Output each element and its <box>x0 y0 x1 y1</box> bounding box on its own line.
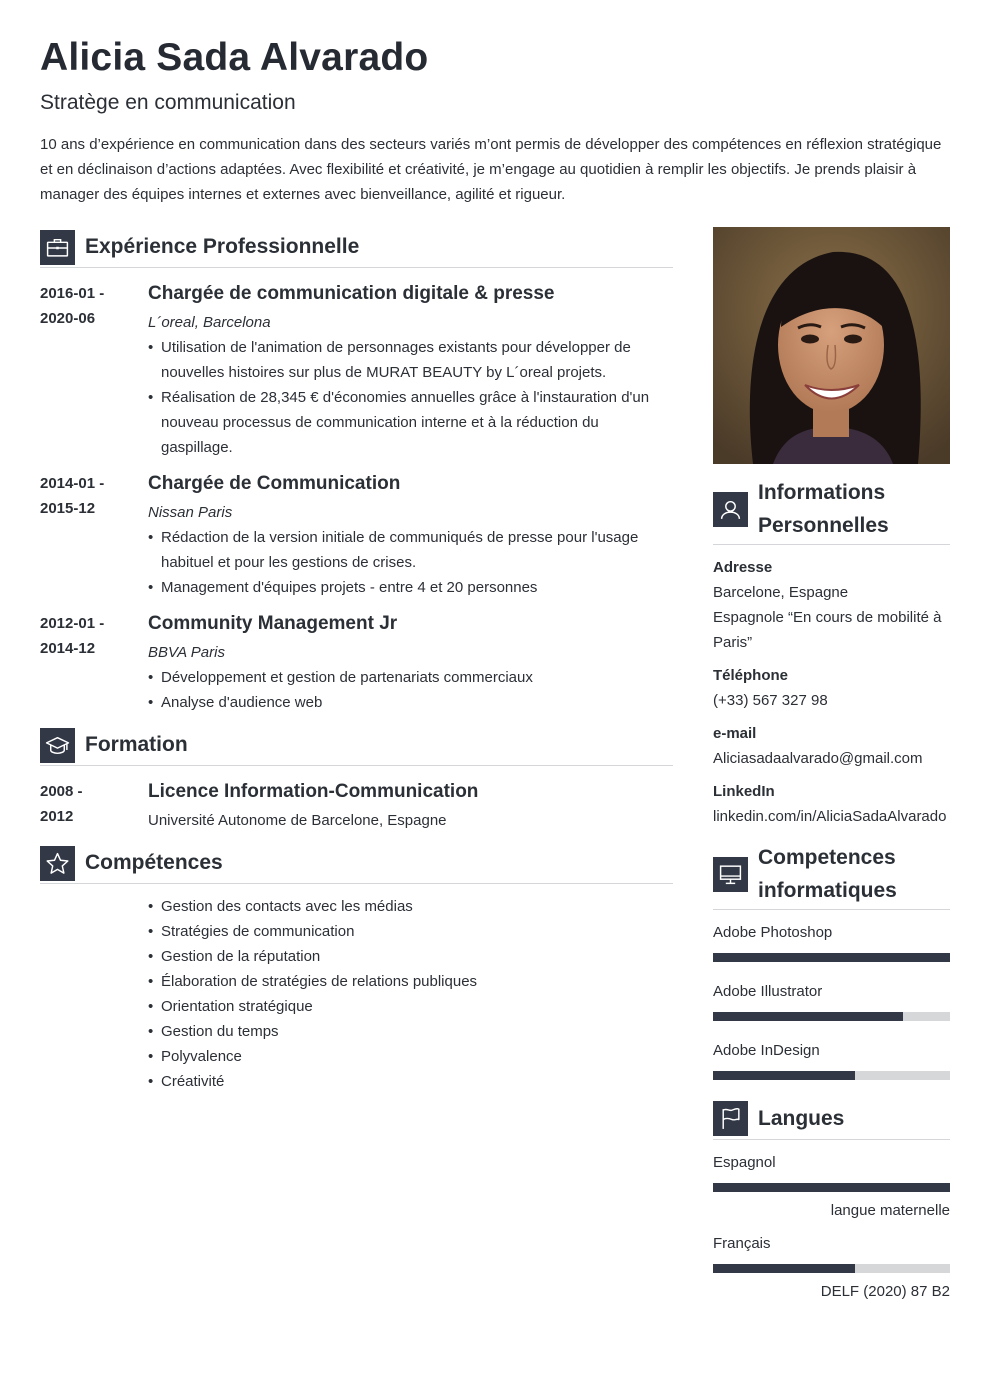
it-skill-bar-fill <box>713 1071 855 1080</box>
skills-section-header <box>40 843 673 884</box>
experience-date: 2012-01 - 2014-12 <box>40 615 105 657</box>
experience-date: 2016-01 - 2020-06 <box>40 285 105 327</box>
job-company: L´oreal, Barcelona <box>148 314 271 331</box>
experience-section-header <box>40 227 673 268</box>
linkedin-label: LinkedIn <box>713 783 775 800</box>
skill-item: • Polyvalence <box>148 1044 668 1069</box>
it-skill-name: Adobe Photoshop <box>713 924 833 941</box>
it-skill-name: Adobe InDesign <box>713 1042 820 1059</box>
education-title: Formation <box>85 733 188 756</box>
it-skill-bar <box>713 1071 950 1080</box>
degree-title: Licence Information-Communication <box>148 781 479 802</box>
job-bullet: • Management d'équipes projets - entre 4 et 20 personnes <box>148 575 668 600</box>
it-skill-bar-fill <box>713 953 950 962</box>
job-role: Chargée de Communication <box>148 473 401 494</box>
language-name: Espagnol <box>713 1154 776 1171</box>
job-role: Chargée de communication digitale & presse <box>148 283 555 304</box>
language-bar <box>713 1264 950 1273</box>
job-bullets <box>148 335 668 460</box>
skill-item: • Gestion des contacts avec les médias <box>148 894 668 919</box>
language-bar <box>713 1183 950 1192</box>
phone-label: Téléphone <box>713 667 789 684</box>
job-company: BBVA Paris <box>148 644 225 661</box>
it-skill-bar-fill <box>713 1012 903 1021</box>
phone-value: (+33) 567 327 98 <box>713 692 828 709</box>
language-level: langue maternelle <box>830 1202 950 1219</box>
language-level: DELF (2020) 87 B2 <box>820 1283 950 1300</box>
graduation-cap-icon <box>40 728 75 763</box>
profile-photo <box>713 227 950 464</box>
languages-title: Langues <box>758 1107 845 1130</box>
job-bullet: • Rédaction de la version initiale de communiqués de presse pour l'usage habituel et pour les gestions de crises. <box>148 525 668 575</box>
skill-item: • Gestion du temps <box>148 1019 668 1044</box>
skill-item: • Élaboration de stratégies de relations publiques <box>148 969 668 994</box>
email-value[interactable]: Aliciasadaalvarado@gmail.com <box>713 750 923 767</box>
job-role: Community Management Jr <box>148 613 398 634</box>
job-bullet: • Développement et gestion de partenariats commerciaux <box>148 665 668 690</box>
monitor-icon <box>713 857 748 892</box>
it-skills-section-header <box>713 839 950 910</box>
language-bar-fill <box>713 1183 950 1192</box>
job-bullets <box>148 525 668 600</box>
job-bullet: • Utilisation de l'animation de personnages existants pour développer de nouvelles histoires sur plus de MURAT BEAUTY by L´oreal projets. <box>148 335 668 385</box>
briefcase-icon <box>40 230 75 265</box>
languages-section-header <box>713 1098 950 1140</box>
language-name: Français <box>713 1235 771 1252</box>
candidate-name: Alicia Sada Alvarado <box>40 36 429 79</box>
skill-item: • Orientation stratégique <box>148 994 668 1019</box>
experience-title: Expérience Professionnelle <box>85 235 360 258</box>
school-name: Université Autonome de Barcelone, Espagne <box>148 812 447 829</box>
job-bullets <box>148 665 668 715</box>
education-date: 2008 - 2012 <box>40 783 83 825</box>
star-icon <box>40 846 75 881</box>
candidate-title: Stratège en communication <box>40 91 296 114</box>
skills-list <box>148 894 668 1094</box>
profile-summary: 10 ans d’expérience en communication dans des secteurs variés m’ont permis de développer des compétences en réflexion stratégique et en déclinaison d’actions adaptées. Avec flexibilité et créativité, je m’engage au quotidien à remplir les objectifs. Je prends plaisir à manager des équipes internes et externes avec bienveillance, agilité et rigueur. <box>40 136 942 203</box>
language-bar-fill <box>713 1264 855 1273</box>
linkedin-value[interactable]: linkedin.com/in/AliciaSadaAlvarado <box>713 808 947 825</box>
skill-item: • Créativité <box>148 1069 668 1094</box>
skill-item: • Stratégies de communication <box>148 919 668 944</box>
it-skill-bar <box>713 953 950 962</box>
user-icon <box>713 492 748 527</box>
job-company: Nissan Paris <box>148 504 233 521</box>
education-section-header <box>40 725 673 766</box>
address-line: Espagnole “En cours de mobilité à Paris” <box>713 609 942 651</box>
address-line: Barcelone, Espagne <box>713 584 849 601</box>
personal-title: Informations Personnelles <box>758 481 889 537</box>
skills-title: Compétences <box>85 851 223 874</box>
flag-icon <box>713 1101 748 1136</box>
it-skill-bar <box>713 1012 950 1021</box>
it-skills-title: Competences informatiques <box>758 846 897 902</box>
personal-section-header <box>713 474 950 545</box>
address-label: Adresse <box>713 559 773 576</box>
skill-item: • Gestion de la réputation <box>148 944 668 969</box>
it-skill-name: Adobe Illustrator <box>713 983 823 1000</box>
email-label: e-mail <box>713 725 757 742</box>
job-bullet: • Analyse d'audience web <box>148 690 668 715</box>
experience-date: 2014-01 - 2015-12 <box>40 475 105 517</box>
job-bullet: • Réalisation de 28,345 € d'économies annuelles grâce à l'instauration d'un nouveau processus de communication interne et à la réduction du gaspillage. <box>148 385 668 460</box>
